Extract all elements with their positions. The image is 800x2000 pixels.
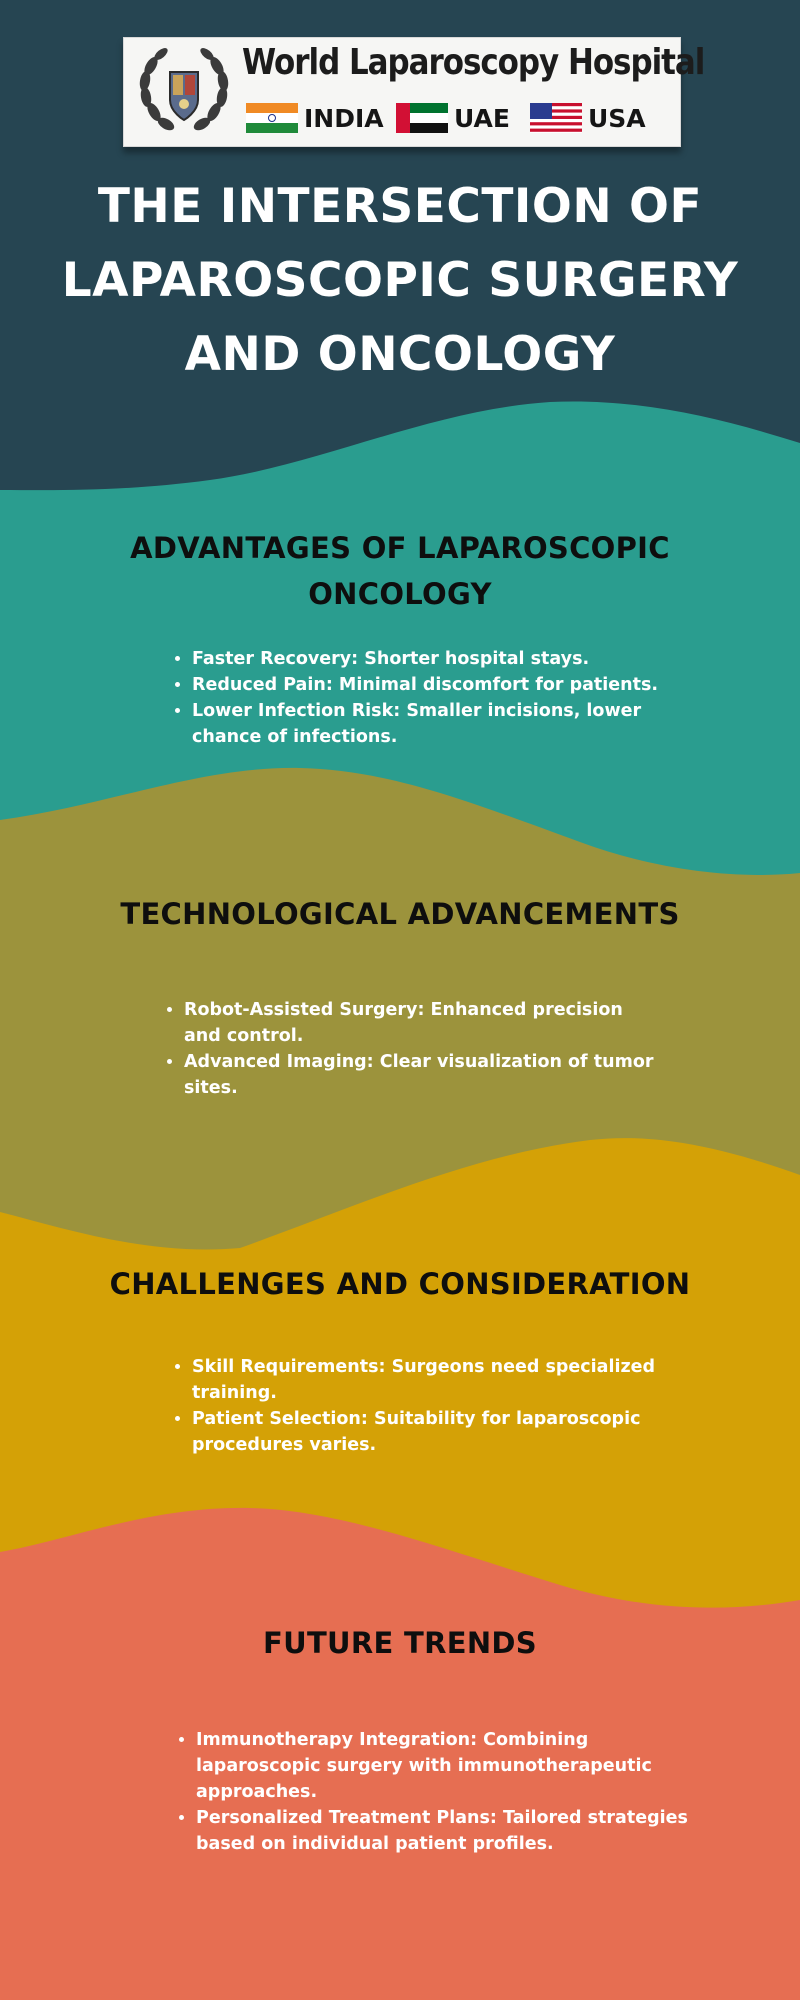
india-flag-icon xyxy=(246,103,298,133)
country-uae xyxy=(396,101,510,135)
hospital-logo xyxy=(123,37,705,147)
technology-list xyxy=(160,997,664,1101)
country-label: UAE xyxy=(454,103,510,133)
laurel-wreath-icon xyxy=(132,42,236,142)
section-heading-future-trends: FUTURE TRENDS xyxy=(263,1626,537,1660)
list-item: • Reduced Pain: Minimal discomfort for patients. xyxy=(192,672,672,698)
country-label: USA xyxy=(588,103,646,133)
list-item: • Robot-Assisted Surgery: Enhanced precision and control. xyxy=(184,997,664,1049)
list-item: • Skill Requirements: Surgeons need specialized training. xyxy=(192,1354,662,1406)
country-india xyxy=(246,101,384,135)
hospital-name: World Laparoscopy Hospital xyxy=(242,42,705,83)
section-heading-advantages: ADVANTAGES OF LAPAROSCOPIC ONCOLOGY xyxy=(130,531,670,611)
uae-flag-icon xyxy=(396,103,448,133)
list-item: • Patient Selection: Suitability for laparoscopic procedures varies. xyxy=(192,1406,662,1458)
list-item: • Faster Recovery: Shorter hospital stays. xyxy=(192,646,672,672)
usa-flag-icon xyxy=(530,103,582,133)
country-usa xyxy=(530,101,646,135)
page-title: THE INTERSECTION OF LAPAROSCOPIC SURGERY AND ONCOLOGY xyxy=(61,179,739,382)
country-label: INDIA xyxy=(304,103,384,133)
advantages-list xyxy=(168,646,672,750)
section-heading-challenges: CHALLENGES AND CONSIDERATION xyxy=(109,1267,691,1301)
section-heading-technology: TECHNOLOGICAL ADVANCEMENTS xyxy=(120,897,680,931)
challenges-list xyxy=(168,1354,662,1458)
list-item: • Advanced Imaging: Clear visualization of tumor sites. xyxy=(184,1049,664,1101)
list-item: • Lower Infection Risk: Smaller incisions, lower chance of infections. xyxy=(192,698,672,750)
list-item: • Personalized Treatment Plans: Tailored strategies based on individual patient profiles. xyxy=(196,1805,716,1857)
future-trends-list xyxy=(172,1727,716,1857)
list-item: • Immunotherapy Integration: Combining laparoscopic surgery with immunotherapeutic approaches. xyxy=(196,1727,716,1805)
